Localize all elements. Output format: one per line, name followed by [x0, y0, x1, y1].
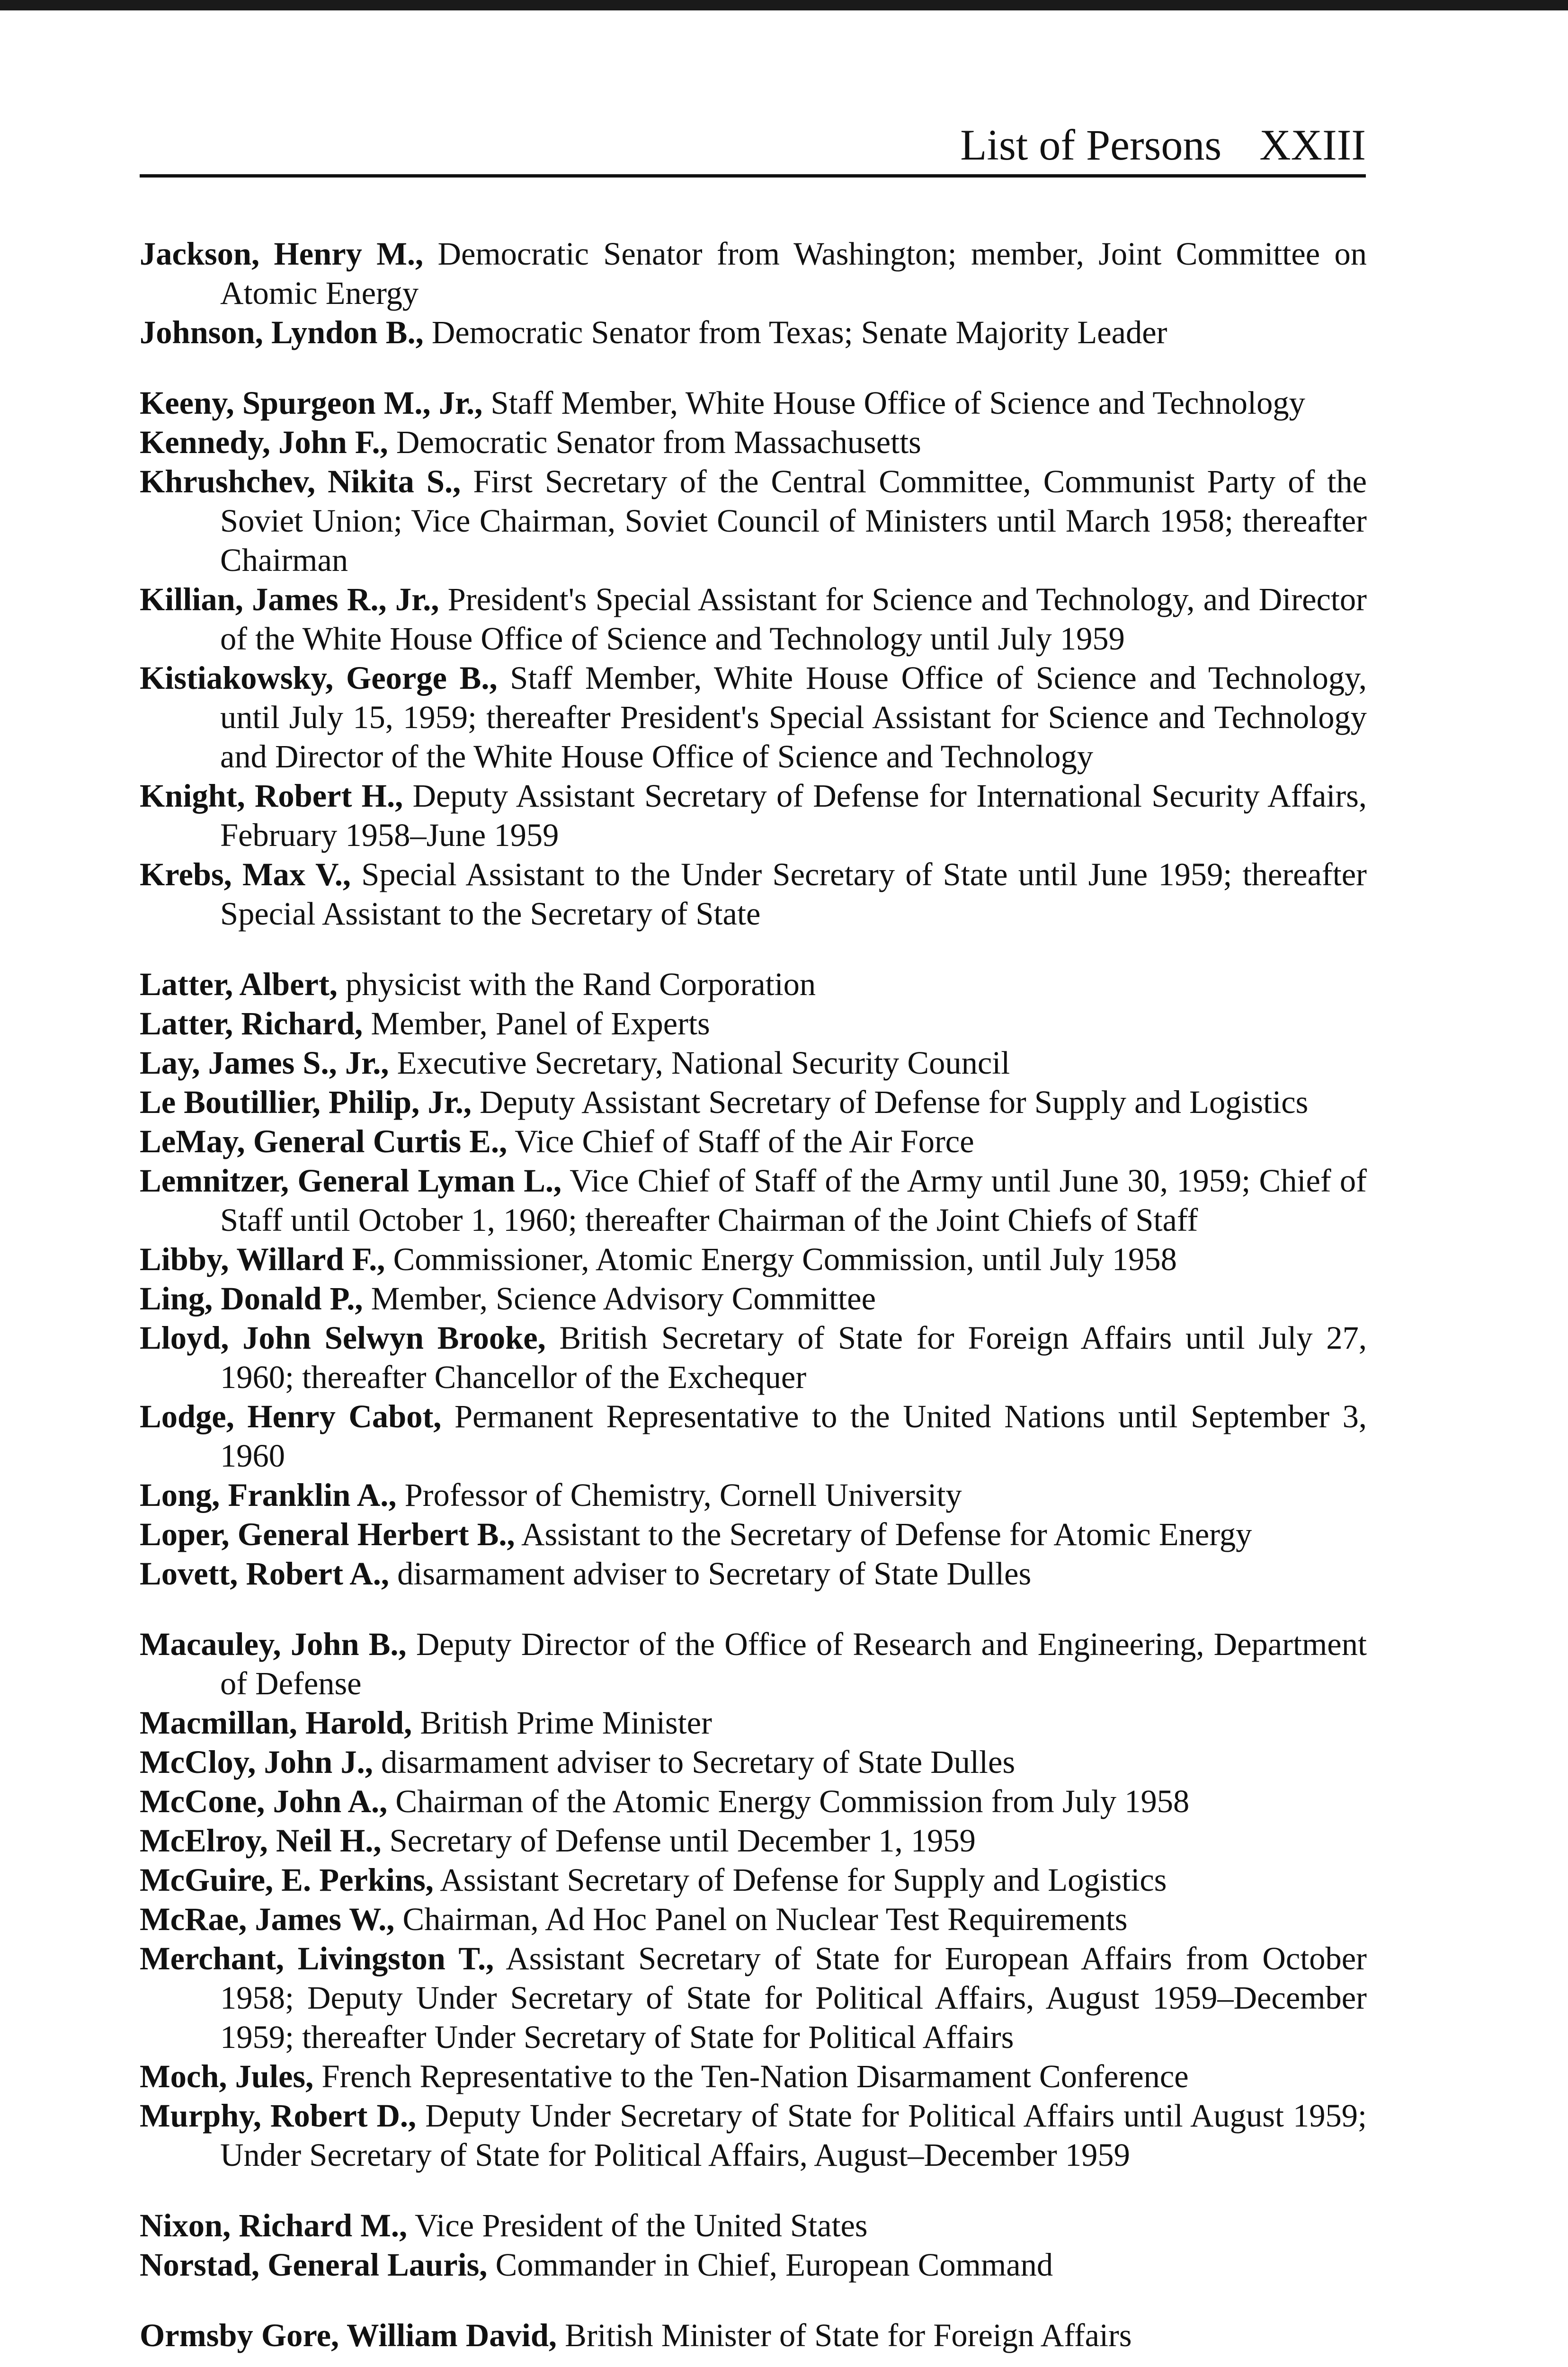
person-name: Moch, Jules, [140, 2058, 314, 2094]
person-name: Nixon, Richard M., [140, 2207, 408, 2243]
person-name: Krebs, Max V., [140, 856, 351, 892]
person-entry [140, 2206, 1367, 2245]
person-description: Vice Chief of Staff of the Army until June 30, 1959; Chief of Staff until October 1, 1960; thereafter Chairman of the Joint Chiefs of Staff [220, 1163, 1367, 1238]
person-entry [140, 1743, 1367, 1782]
letter-group-l [140, 965, 1367, 1593]
person-entry [140, 313, 1367, 352]
person-entry [140, 1860, 1367, 1900]
person-name: McGuire, E. Perkins, [140, 1862, 434, 1898]
person-entry [140, 1900, 1367, 1939]
person-description: Deputy Under Secretary of State for Political Affairs until August 1959; Under Secretary of State for Political Affairs, August–December 1959 [220, 2098, 1367, 2173]
person-name: Lay, James S., Jr., [140, 1045, 389, 1081]
person-description: Democratic Senator from Texas; Senate Majority Leader [423, 314, 1167, 350]
person-entry [140, 1122, 1367, 1161]
person-entry [140, 462, 1367, 580]
page-top-edge [0, 0, 1568, 10]
person-entry [140, 1703, 1367, 1743]
person-name: McElroy, Neil H., [140, 1823, 382, 1859]
person-entry [140, 423, 1367, 462]
person-name: Lemnitzer, General Lyman L., [140, 1163, 562, 1199]
person-entry [140, 1821, 1367, 1860]
person-name: Lodge, Henry Cabot, [140, 1398, 442, 1434]
person-description: Democratic Senator from Washington; member, Joint Committee on Atomic Energy [220, 236, 1367, 311]
person-entry [140, 658, 1367, 776]
person-entry [140, 1939, 1367, 2057]
person-entry [140, 965, 1367, 1004]
person-entry [140, 776, 1367, 855]
person-description: Assistant to the Secretary of Defense for Atomic Energy [515, 1516, 1252, 1552]
person-name: Merchant, Livingston T., [140, 1940, 494, 1976]
person-description: Commissioner, Atomic Energy Commission, until July 1958 [385, 1241, 1177, 1277]
person-entry [140, 2057, 1367, 2096]
person-entry [140, 234, 1367, 313]
person-description: Staff Member, White House Office of Science and Technology, until July 15, 1959; thereafter President's Special Assistant for Science and Technology and Director of the White House Office of Science and Technology [220, 660, 1367, 774]
person-name: Latter, Albert, [140, 966, 338, 1002]
running-header [140, 111, 1366, 178]
person-description: Deputy Assistant Secretary of Defense for International Security Affairs, February 1958–June 1959 [220, 778, 1367, 853]
person-entry [140, 1043, 1367, 1083]
letter-group-m [140, 1625, 1367, 2175]
person-name: Lovett, Robert A., [140, 1556, 389, 1592]
person-description: Democratic Senator from Massachusetts [388, 424, 921, 460]
header-text [960, 123, 1366, 167]
person-description: Staff Member, White House Office of Science and Technology [482, 385, 1305, 421]
person-description: Deputy Assistant Secretary of Defense for Supply and Logistics [471, 1084, 1309, 1120]
person-name: Macauley, John B., [140, 1626, 407, 1662]
person-entry [140, 1279, 1367, 1318]
person-name: Libby, Willard F., [140, 1241, 385, 1277]
person-description: Assistant Secretary of State for European Affairs from October 1958; Deputy Under Secretary of State for Political Affairs, August 1959–December 1959; thereafter Under Secretary of State for Political Affairs [220, 1940, 1367, 2055]
person-description: Chairman, Ad Hoc Panel on Nuclear Test Requirements [394, 1901, 1128, 1937]
person-entry [140, 1625, 1367, 1703]
person-description: Professor of Chemistry, Cornell University [396, 1477, 962, 1513]
person-entry [140, 1161, 1367, 1240]
person-description: Commander in Chief, European Command [487, 2247, 1053, 2283]
person-name: Kennedy, John F., [140, 424, 388, 460]
person-name: Jackson, Henry M., [140, 236, 424, 272]
person-description: Secretary of Defense until December 1, 1959 [381, 1823, 976, 1859]
person-name: Knight, Robert H., [140, 778, 403, 814]
person-entry [140, 580, 1367, 658]
person-entry [140, 1318, 1367, 1397]
person-description: British Secretary of State for Foreign Affairs until July 27, 1960; thereafter Chancellor of the Exchequer [220, 1320, 1367, 1395]
person-description: Chairman of the Atomic Energy Commission from July 1958 [387, 1783, 1190, 1819]
person-entry [140, 855, 1367, 934]
person-name: Loper, General Herbert B., [140, 1516, 515, 1552]
person-entry [140, 1515, 1367, 1554]
person-name: Long, Franklin A., [140, 1477, 397, 1513]
person-name: Murphy, Robert D., [140, 2098, 417, 2134]
person-description: First Secretary of the Central Committee, Communist Party of the Soviet Union; Vice Chairman, Soviet Council of Ministers until March 1958; thereafter Chairman [220, 463, 1367, 578]
person-entry [140, 383, 1367, 423]
person-entry [140, 1476, 1367, 1515]
person-description: Deputy Director of the Office of Research and Engineering, Department of Defense [220, 1626, 1367, 1701]
person-entry [140, 2316, 1367, 2355]
header-title: List of Persons [960, 121, 1222, 169]
person-description: Member, Science Advisory Committee [363, 1281, 876, 1317]
person-entry [140, 1782, 1367, 1821]
person-name: McRae, James W., [140, 1901, 395, 1937]
person-description: French Representative to the Ten-Nation Disarmament Conference [313, 2058, 1189, 2094]
person-entry [140, 1083, 1367, 1122]
person-description: disarmament adviser to Secretary of State Dulles [389, 1556, 1032, 1592]
person-description: Executive Secretary, National Security Council [389, 1045, 1010, 1081]
person-name: McCone, John A., [140, 1783, 388, 1819]
person-entry [140, 1554, 1367, 1593]
person-entry [140, 1240, 1367, 1279]
person-entry [140, 1397, 1367, 1476]
person-description: Special Assistant to the Under Secretary of State until June 1959; thereafter Special Assistant to the Secretary of State [220, 856, 1367, 932]
person-name: Ling, Donald P., [140, 1281, 363, 1317]
person-description: disarmament adviser to Secretary of State Dulles [373, 1744, 1016, 1780]
page-number: XXIII [1259, 121, 1366, 169]
person-description: President's Special Assistant for Science and Technology, and Director of the White House Office of Science and Technology until July 1959 [220, 581, 1367, 657]
person-name: Macmillan, Harold, [140, 1705, 412, 1741]
person-description: physicist with the Rand Corporation [337, 966, 816, 1002]
person-name: Kistiakowsky, George B., [140, 660, 498, 696]
letter-group-o [140, 2316, 1367, 2355]
person-entry [140, 2096, 1367, 2175]
person-name: McCloy, John J., [140, 1744, 373, 1780]
person-list [140, 234, 1367, 2367]
letter-group-j [140, 234, 1367, 352]
person-description: Vice President of the United States [407, 2207, 868, 2243]
letter-group-k [140, 383, 1367, 934]
person-name: LeMay, General Curtis E., [140, 1123, 508, 1159]
letter-group-n [140, 2206, 1367, 2285]
person-name: Killian, James R., Jr., [140, 581, 439, 617]
person-name: Le Boutillier, Philip, Jr., [140, 1084, 472, 1120]
person-name: Keeny, Spurgeon M., Jr., [140, 385, 483, 421]
person-description: British Prime Minister [412, 1705, 712, 1741]
person-description: Assistant Secretary of Defense for Supply and Logistics [433, 1862, 1167, 1898]
person-name: Lloyd, John Selwyn Brooke, [140, 1320, 546, 1356]
person-description: Permanent Representative to the United Nations until September 3, 1960 [220, 1398, 1367, 1474]
person-name: Johnson, Lyndon B., [140, 314, 424, 350]
person-description: British Minister of State for Foreign Affairs [557, 2317, 1132, 2353]
person-entry [140, 1004, 1367, 1043]
person-entry [140, 2245, 1367, 2285]
person-description: Vice Chief of Staff of the Air Force [507, 1123, 974, 1159]
person-name: Norstad, General Lauris, [140, 2247, 488, 2283]
person-description: Member, Panel of Experts [363, 1006, 710, 1041]
person-name: Latter, Richard, [140, 1006, 363, 1041]
person-name: Khrushchev, Nikita S., [140, 463, 461, 499]
person-name: Ormsby Gore, William David, [140, 2317, 557, 2353]
